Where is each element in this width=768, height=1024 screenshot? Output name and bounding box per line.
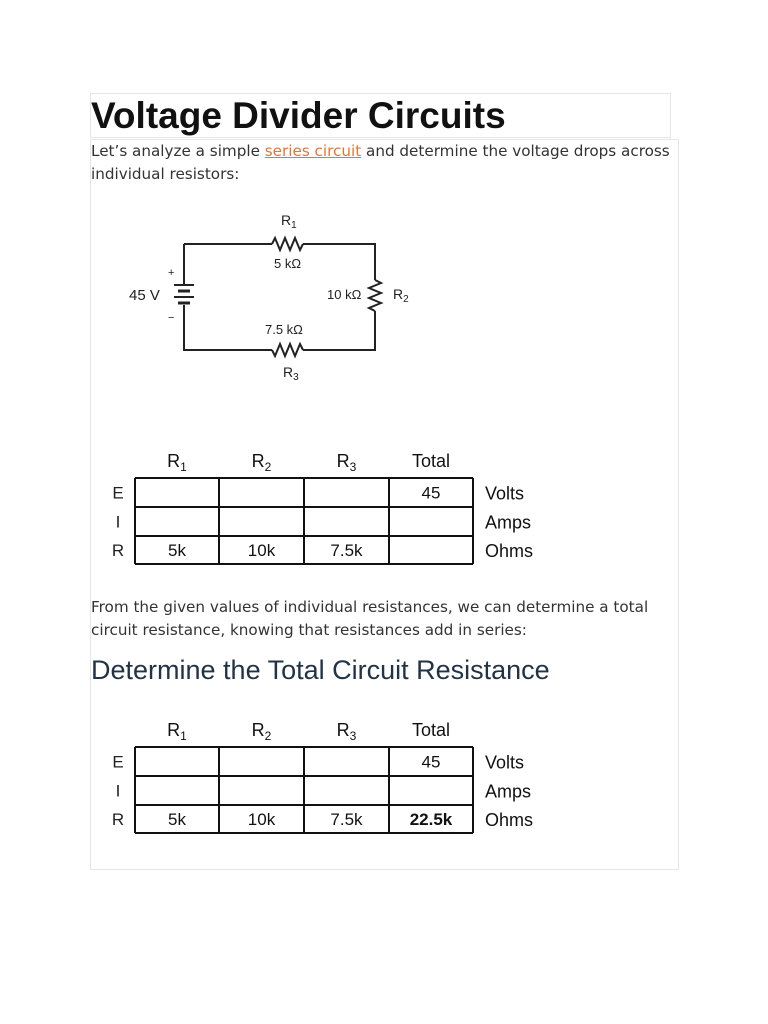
section-heading: Determine the Total Circuit Resistance <box>91 655 550 685</box>
intro-paragraph <box>91 140 671 186</box>
battery-symbol <box>174 285 194 303</box>
source-voltage: 45 V <box>129 287 160 304</box>
r3-resistor <box>272 344 303 356</box>
page-title: Voltage Divider Circuits <box>91 95 506 136</box>
eir-table-2 <box>100 714 560 839</box>
r1-value: 5 kΩ <box>274 256 302 271</box>
table2-cell: 5k <box>168 810 186 829</box>
table2-row-label: R <box>111 810 125 829</box>
table1-row-label: R <box>111 541 125 560</box>
table2-cell: 10k <box>247 810 276 829</box>
table2-col-header: Total <box>411 720 451 740</box>
table2-cell: 22.5k <box>409 810 453 829</box>
table1-cell: 5k <box>168 541 186 560</box>
table1-col-header: $R_1$ <box>167 451 187 474</box>
table1-col-header: $R_3$ <box>336 451 357 474</box>
table2-col-header: $R_3$ <box>336 720 357 743</box>
eir-table-1 <box>100 445 560 570</box>
table1-cell: 7.5k <box>330 541 363 560</box>
table2-row-label: I <box>115 781 121 801</box>
intro-text-before: Let’s analyze a simple <box>91 142 265 160</box>
plus-sign: + <box>168 267 175 279</box>
intro-text-after: and determine the voltage drops across individual resistors: <box>91 142 670 183</box>
resistance-paragraph: From the given values of individual resistances, we can determine a total circuit resistance, knowing that resistances add in series: <box>91 598 649 639</box>
table2-cell: 45 <box>421 752 441 772</box>
table1-cell: 10k <box>247 541 276 560</box>
table1-col-header: $R_2$ <box>251 451 272 474</box>
table1-cell: 45 <box>421 483 441 503</box>
r3-label: $R_3$ <box>283 364 299 383</box>
table2-unit-label: Amps <box>485 781 532 802</box>
r2-value: 10 kΩ <box>327 287 362 302</box>
table1-unit-label: Volts <box>485 483 525 504</box>
r3-value: 7.5 kΩ <box>265 322 303 337</box>
circuit-diagram <box>110 200 430 390</box>
series-circuit-link[interactable]: series circuit <box>264 142 362 160</box>
table2-row-label: E <box>112 752 124 772</box>
r2-resistor <box>369 280 381 311</box>
table1-col-header: Total <box>411 451 451 471</box>
table2-col-header: $R_1$ <box>167 720 187 743</box>
table1-row-label: I <box>115 512 121 532</box>
minus-sign: − <box>168 312 175 324</box>
table2-cell: 7.5k <box>330 810 363 829</box>
r1-label: $R_1$ <box>281 212 297 231</box>
table1-unit-label: Ohms <box>485 541 534 561</box>
table1-row-label: E <box>112 483 124 503</box>
r1-resistor <box>272 238 303 250</box>
r2-label: $R_2$ <box>393 286 409 305</box>
table2-col-header: $R_2$ <box>251 720 272 743</box>
table2-unit-label: Volts <box>485 752 525 773</box>
table1-unit-label: Amps <box>485 512 532 533</box>
table2-unit-label: Ohms <box>485 810 534 830</box>
